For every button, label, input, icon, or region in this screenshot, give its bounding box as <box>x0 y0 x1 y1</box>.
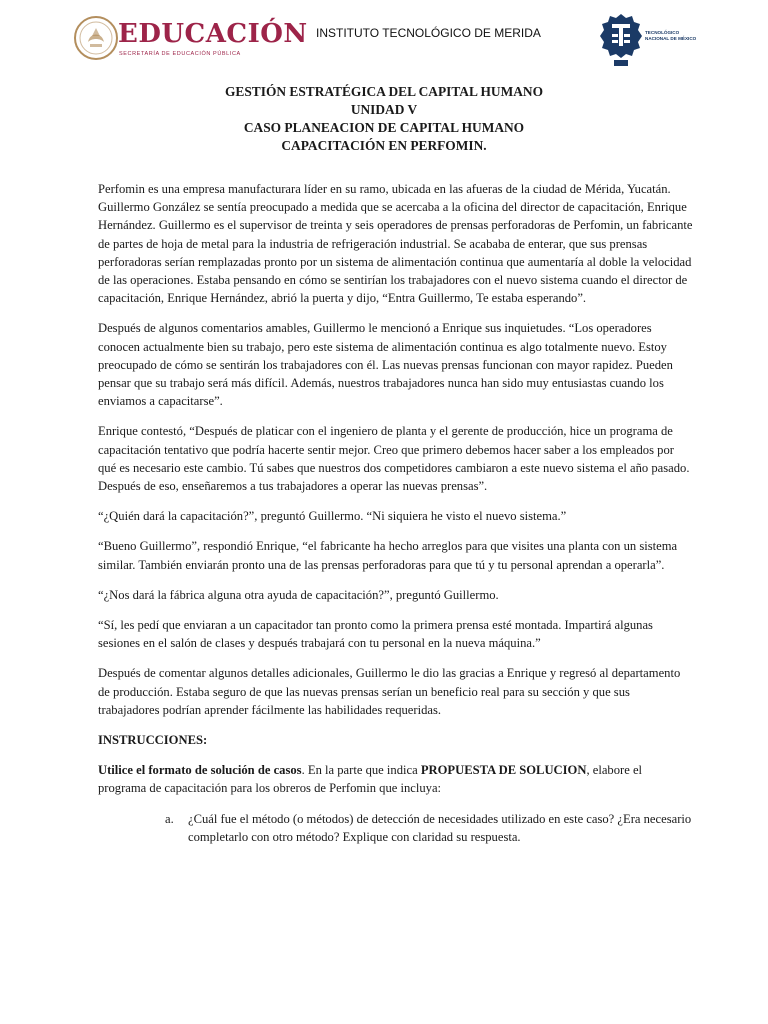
paragraph: Después de algunos comentarios amables, Guillermo le mencionó a Enrique sus inquietudes. “Los operadores conocen actualmente bien su trabajo, pero este sistema de alimentación continua es algo totalmente nuevo. Estoy preocupado de cómo se sentirán los trabajadores con él. Las nuevas prensas funcionan con mayor rapidez. Pueden pensar que su trabajo será más difícil. Además, nuestros trabajadores nunca han sido muy entusiastas cuando los enviamos a capacitarse”. <box>98 321 673 409</box>
instructions-heading: INSTRUCCIONES: <box>98 733 208 748</box>
list-marker: a. <box>165 811 174 826</box>
paragraph: Enrique contestó, “Después de platicar con el ingeniero de planta y el gerente de producción, hice un programa de capacitación tentativo que podría hacerte sentir mejor. Creo que primero debemos hacer saber a los empleados por qué es necesario este cambio. Tú sabes que nuestros dos competidores cambiaron a este nuevo sistema el año pasado. Después de eso, enseñaremos a tus trabajadores a operar las nuevas prensas”. <box>98 424 690 494</box>
institute-name: INSTITUTO TECNOLÓGICO DE MERIDA <box>316 26 541 40</box>
instructions-lead <box>98 761 693 797</box>
document-body <box>98 180 693 846</box>
paragraph: Perfomin es una empresa manufacturara líder en su ramo, ubicada en las afueras de la ciudad de Mérida, Yucatán. Guillermo González se sentía preocupado a medida que se acercaba a la oficina del director de capacitación, Enrique Hernández. Guillermo es el supervisor de treinta y seis operadores de prensas perforadoras de Perfomin, un fabricante de partes de hoja de metal para la industria de refrigeración industrial. Se acababa de enterar, que sus prensas perforadoras serían remplazadas pronto por un sistema de alimentación continua que aumentaría al doble la velocidad de las operaciones. Estaba pensando en cómo se sentirían los trabajadores con el nuevo sistema cuando el director de capacitación, Enrique Hernández, abrió la puerta y dijo, “Entra Guillermo, Te estaba esperando”. <box>98 182 693 306</box>
sep-logo-subtitle: SECRETARÍA DE EDUCACIÓN PÚBLICA <box>119 51 241 57</box>
paragraph: “Bueno Guillermo”, respondió Enrique, “el fabricante ha hecho arreglos para que visites una planta con un sistema similar. También enviarán pronto una de las prensas perforadoras para que tú y tu personal aprendan a operarla”. <box>98 539 678 572</box>
educacion-logo-text: EDUCACIÓN <box>118 19 308 49</box>
case-subtitle: CAPACITACIÓN EN PERFOMIN. <box>281 138 487 153</box>
paragraph: “Sí, les pedí que enviaran a un capacitador tan pronto como la primera prensa esté montada. Impartirá algunas sesiones en el salón de clases y después trabajará con tu personal en la nueva máquina.” <box>98 618 653 651</box>
list-item <box>98 810 693 846</box>
instructions-lead-bold: Utilice el formato de solución de casos <box>98 763 302 778</box>
paragraph: “¿Quién dará la capacitación?”, preguntó Guillermo. “Ni siquiera he visto el nuevo sistema.” <box>98 509 567 524</box>
case-title: CASO PLANEACION DE CAPITAL HUMANO <box>243 120 525 135</box>
instructions-lead-mid: . En la parte que indica <box>301 763 421 778</box>
mexico-eagle-seal-icon <box>72 14 120 62</box>
instructions-lead-bold2: PROPUESTA DE SOLUCION <box>420 763 587 778</box>
paragraph: Después de comentar algunos detalles adicionales, Guillermo le dio las gracias a Enrique y regresó al departamento de producción. Estaba seguro de que las nuevas prensas serían un beneficio real para su sección y que sus trabajadores podrían aprender fácilmente las habilidades requeridas. <box>98 666 681 717</box>
tecnm-logo-line2: NACIONAL DE MÉXICO <box>645 36 697 41</box>
instructions-lead-end: , elabore el programa de capacitación para los obreros de Perfomin que incluya: <box>98 763 643 796</box>
document-title-block <box>0 83 768 155</box>
tecnm-gear-logo-icon <box>600 10 642 70</box>
list-item-text: ¿Cuál fue el método (o métodos) de detección de necesidades utilizado en este caso? ¿Era necesario completarlo con otro método? Explique con claridad su respuesta. <box>188 811 692 844</box>
page-header <box>0 0 768 80</box>
unit-title: UNIDAD V <box>350 102 418 117</box>
paragraph: “¿Nos dará la fábrica alguna otra ayuda de capacitación?”, preguntó Guillermo. <box>98 587 499 602</box>
tecnm-logo-text <box>645 30 696 42</box>
instructions-list <box>98 810 693 846</box>
course-title: GESTIÓN ESTRATÉGICA DEL CAPITAL HUMANO <box>225 84 543 99</box>
tecnm-logo-line1: TECNOLÓGICO <box>645 30 680 35</box>
